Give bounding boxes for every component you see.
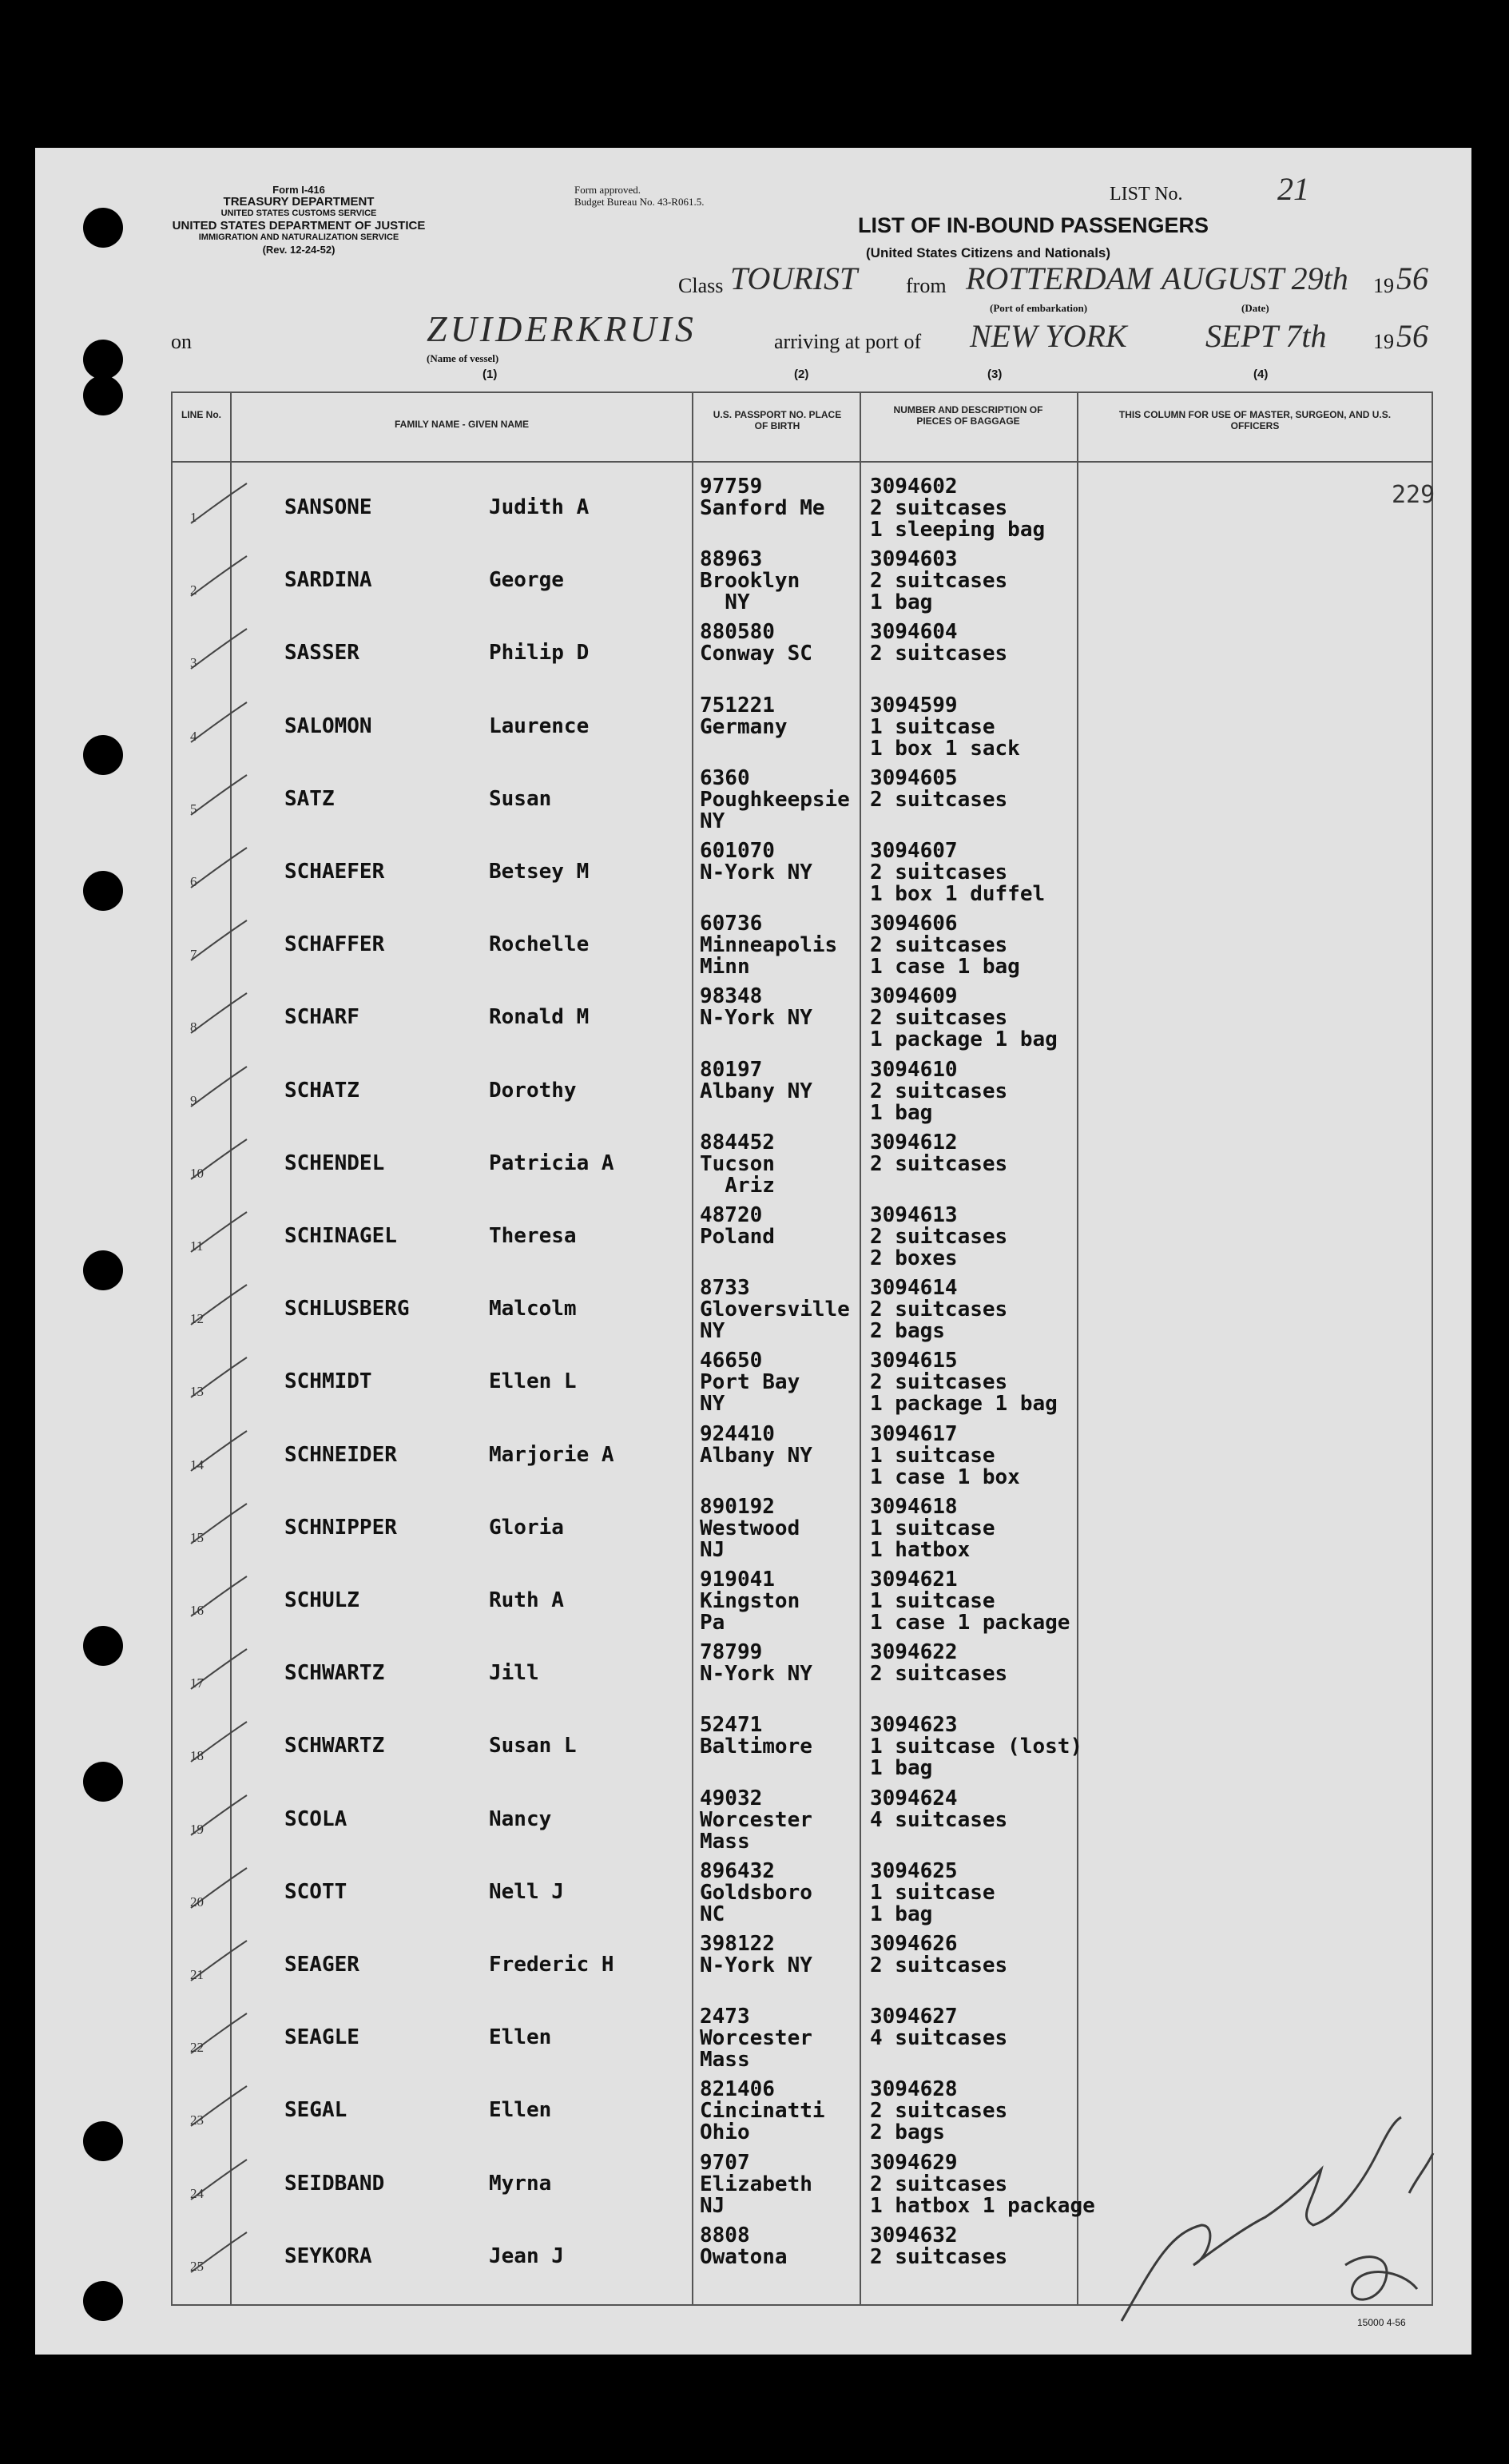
baggage-description: 3094612 2 suitcases	[870, 1130, 1008, 1176]
passport-birthplace: 8808 Owatona	[700, 2223, 788, 2269]
given-name: Gloria	[489, 1515, 564, 1540]
passport-birthplace: 890192 Westwood NJ	[700, 1494, 800, 1562]
officer-note: 229	[1392, 481, 1436, 509]
family-name: SCHWARTZ	[284, 1661, 385, 1686]
form-revision: (Rev. 12-24-52)	[262, 244, 336, 256]
family-name: SEAGLE	[284, 2025, 359, 2050]
given-name: Patricia A	[489, 1151, 614, 1175]
family-name: SASSER	[284, 641, 359, 666]
passport-birthplace: 880580 Conway SC	[700, 620, 812, 666]
line-number: 24	[190, 2185, 204, 2201]
passport-birthplace: 821406 Cincinatti Ohio	[700, 2077, 825, 2145]
line-number: 13	[190, 1384, 204, 1400]
family-name: SARDINA	[284, 568, 372, 593]
family-name: SCHATZ	[284, 1078, 359, 1103]
given-name: Nancy	[489, 1806, 552, 1831]
header-name: FAMILY NAME - GIVEN NAME	[394, 419, 530, 430]
given-name: Nell J	[489, 1879, 564, 1904]
baggage-description: 3094603 2 suitcases 1 bag	[870, 547, 1008, 615]
line-number: 20	[190, 1894, 204, 1910]
line-number: 8	[190, 1019, 197, 1035]
family-name: SCHWARTZ	[284, 1734, 385, 1759]
baggage-description: 3094607 2 suitcases 1 box 1 duffel	[870, 839, 1046, 906]
baggage-description: 3094617 1 suitcase 1 case 1 box	[870, 1421, 1020, 1489]
given-name: Ronald M	[489, 1005, 590, 1030]
line-number: 1	[190, 510, 197, 525]
family-name: SCOLA	[284, 1806, 347, 1831]
baggage-description: 3094622 2 suitcases	[870, 1640, 1008, 1687]
passport-birthplace: 601070 N-York NY	[700, 839, 812, 884]
table-row	[173, 1631, 1432, 1703]
punch-hole	[83, 2281, 123, 2321]
family-name: SCHNIPPER	[284, 1515, 397, 1540]
family-name: SCHULZ	[284, 1588, 359, 1612]
table-row	[173, 757, 1432, 833]
list-no-label: LIST No.	[1110, 184, 1183, 205]
justice-dept: UNITED STATES DEPARTMENT OF JUSTICE	[172, 219, 426, 232]
form-subtitle: (United States Citizens and Nationals)	[866, 245, 1111, 260]
family-name: SCOTT	[284, 1879, 347, 1904]
passport-birthplace: 78799 N-York NY	[700, 1640, 812, 1687]
family-name: SCHENDEL	[284, 1151, 385, 1175]
header-baggage: NUMBER AND DESCRIPTION OF PIECES OF BAGGAGE	[893, 404, 1043, 427]
vessel-caption: (Name of vessel)	[427, 352, 499, 364]
baggage-description: 3094624 4 suitcases	[870, 1786, 1008, 1832]
vessel-name: ZUIDERKRUIS	[427, 308, 697, 349]
family-name: SANSONE	[284, 495, 372, 519]
arrival-year-prefix: 19	[1373, 330, 1394, 353]
given-name: Susan	[489, 786, 552, 811]
passport-birthplace: 398122 N-York NY	[700, 1932, 812, 1977]
line-number: 10	[190, 1165, 204, 1181]
punch-hole	[83, 735, 123, 775]
table-row	[173, 1777, 1432, 1854]
passport-birthplace: 60736 Minneapolis Minn	[700, 912, 838, 980]
col-num-4: (4)	[1253, 368, 1269, 381]
family-name: SCHAFFER	[284, 932, 385, 957]
line-number: 17	[190, 1675, 204, 1691]
family-name: SATZ	[284, 786, 335, 811]
form-agency-block	[131, 184, 467, 256]
line-number: 2	[190, 582, 197, 598]
baggage-description: 3094629 2 suitcases 1 hatbox 1 package	[870, 2150, 1095, 2218]
table-row	[173, 1703, 1432, 1781]
arrival-port: NEW YORK	[970, 318, 1127, 354]
baggage-description: 3094610 2 suitcases 1 bag	[870, 1057, 1008, 1125]
given-name: Rochelle	[489, 932, 590, 957]
line-number: 18	[190, 1748, 204, 1764]
family-name: SCHAEFER	[284, 860, 385, 884]
form-number: Form I-416	[272, 184, 325, 196]
from-year-prefix: 19	[1373, 274, 1394, 297]
given-name: Laurence	[489, 713, 590, 738]
line-number: 16	[190, 1603, 204, 1618]
passport-birthplace: 46650 Port Bay NY	[700, 1349, 800, 1417]
family-name: SEIDBAND	[284, 2171, 385, 2196]
embarkation-port: ROTTERDAM	[966, 260, 1153, 296]
table-row	[173, 1121, 1432, 1198]
arrival-date: SEPT 7th	[1205, 318, 1327, 354]
form-footer: 15000 4-56	[1357, 2317, 1406, 2328]
baggage-description: 3094625 1 suitcase 1 bag	[870, 1858, 995, 1926]
embark-caption: (Port of embarkation)	[990, 302, 1088, 314]
punch-hole	[83, 1626, 123, 1666]
form-title: LIST OF IN-BOUND PASSENGERS	[858, 213, 1209, 237]
given-name: Ruth A	[489, 1588, 564, 1612]
family-name: SCHLUSBERG	[284, 1297, 410, 1321]
class-value: TOURIST	[730, 260, 858, 296]
family-name: SEAGER	[284, 1953, 359, 1977]
passenger-table	[171, 391, 1436, 2306]
given-name: Dorothy	[489, 1078, 577, 1103]
line-number: 5	[190, 801, 197, 817]
form-approved: Form approved.	[574, 184, 641, 196]
baggage-description: 3094609 2 suitcases 1 package 1 bag	[870, 984, 1058, 1052]
line-number: 22	[190, 2040, 204, 2056]
passport-birthplace: 49032 Worcester Mass	[700, 1786, 812, 1854]
baggage-description: 3094615 2 suitcases 1 package 1 bag	[870, 1349, 1058, 1417]
line-number: 3	[190, 655, 197, 671]
given-name: Theresa	[489, 1224, 577, 1248]
passport-birthplace: 896432 Goldsboro NC	[700, 1858, 812, 1926]
col-num-3: (3)	[987, 368, 1003, 381]
family-name: SALOMON	[284, 713, 372, 738]
punch-hole	[83, 2121, 123, 2161]
baggage-description: 3094628 2 suitcases 2 bags	[870, 2077, 1008, 2145]
date-caption: (Date)	[1241, 302, 1269, 314]
given-name: Ellen	[489, 2098, 552, 2123]
passport-birthplace: 97759 Sanford Me	[700, 475, 825, 520]
family-name: SEYKORA	[284, 2243, 372, 2268]
inspector-signature	[1106, 2105, 1441, 2337]
passport-birthplace: 98348 N-York NY	[700, 984, 812, 1031]
table-row	[173, 902, 1432, 980]
given-name: Ellen	[489, 2025, 552, 2050]
line-number: 25	[190, 2258, 204, 2274]
line-number: 21	[190, 1967, 204, 1982]
budget-bureau: Budget Bureau No. 43-R061.5.	[574, 196, 705, 208]
given-name: Myrna	[489, 2171, 552, 2196]
customs-service: UNITED STATES CUSTOMS SERVICE	[220, 209, 377, 218]
given-name: Jill	[489, 1661, 539, 1686]
header-divider	[173, 461, 1432, 463]
baggage-description: 3094606 2 suitcases 1 case 1 bag	[870, 912, 1020, 980]
given-name: Marjorie A	[489, 1442, 614, 1467]
line-number: 15	[190, 1529, 204, 1545]
table-row	[173, 1850, 1432, 1926]
table-row	[173, 1995, 1432, 2073]
table-row	[173, 1485, 1432, 1562]
from-label: from	[906, 274, 947, 297]
line-number: 4	[190, 728, 197, 744]
embarkation-year: 56	[1396, 260, 1428, 296]
given-name: Judith A	[489, 495, 590, 519]
table-row	[173, 1558, 1432, 1635]
line-number: 9	[190, 1092, 197, 1108]
line-number: 7	[190, 947, 197, 963]
table-row	[173, 465, 1432, 542]
form-approval	[574, 184, 704, 208]
header-officers: THIS COLUMN FOR USE OF MASTER, SURGEON, AND U.S. OFFICERS	[1118, 409, 1392, 431]
header-line-no: LINE No.	[181, 409, 221, 420]
family-name: SCHMIDT	[284, 1369, 372, 1394]
punch-hole	[83, 340, 123, 380]
given-name: Malcolm	[489, 1297, 577, 1321]
passport-birthplace: 9707 Elizabeth NJ	[700, 2150, 812, 2218]
baggage-description: 3094605 2 suitcases	[870, 765, 1008, 812]
baggage-description: 3094626 2 suitcases	[870, 1932, 1008, 1977]
on-label: on	[171, 330, 192, 353]
baggage-description: 3094632 2 suitcases	[870, 2223, 1008, 2269]
arriving-label: arriving at port of	[774, 330, 922, 353]
passport-birthplace: 924410 Albany NY	[700, 1421, 812, 1468]
given-name: Susan L	[489, 1734, 577, 1759]
baggage-description: 3094623 1 suitcase (lost) 1 bag	[870, 1713, 1083, 1781]
baggage-description: 3094627 4 suitcases	[870, 2005, 1008, 2051]
table-row	[173, 538, 1432, 615]
list-no-value: 21	[1277, 171, 1309, 207]
table-row	[173, 610, 1432, 682]
given-name: Jean J	[489, 2243, 564, 2268]
passport-birthplace: 884452 Tucson Ariz	[700, 1130, 775, 1198]
line-number: 11	[190, 1238, 204, 1254]
arrival-year: 56	[1396, 318, 1428, 354]
manifest-page	[35, 148, 1471, 2355]
col-num-2: (2)	[794, 368, 809, 381]
passport-birthplace: 919041 Kingston Pa	[700, 1568, 800, 1635]
punch-hole	[83, 871, 123, 911]
table-row	[173, 975, 1432, 1052]
immigration-service: IMMIGRATION AND NATURALIZATION SERVICE	[198, 232, 399, 242]
table-row	[173, 1266, 1432, 1344]
table-row	[173, 829, 1432, 906]
punch-hole	[83, 208, 123, 248]
baggage-description: 3094614 2 suitcases 2 bags	[870, 1276, 1008, 1344]
passport-birthplace: 6360 Poughkeepsie NY	[700, 765, 850, 833]
family-name: SCHNEIDER	[284, 1442, 397, 1467]
treasury-dept: TREASURY DEPARTMENT	[223, 195, 375, 209]
passport-birthplace: 48720 Poland	[700, 1203, 775, 1249]
given-name: Betsey M	[489, 860, 590, 884]
line-number: 12	[190, 1311, 204, 1327]
passport-birthplace: 88963 Brooklyn NY	[700, 547, 800, 615]
baggage-description: 3094604 2 suitcases	[870, 620, 1008, 666]
punch-hole	[83, 1762, 123, 1802]
table-row	[173, 1194, 1432, 1270]
passport-birthplace: 751221 Germany	[700, 693, 788, 739]
embarkation-date: AUGUST 29th	[1162, 260, 1348, 296]
baggage-description: 3094613 2 suitcases 2 boxes	[870, 1203, 1008, 1270]
table-row	[173, 1339, 1432, 1417]
table-row	[173, 1413, 1432, 1489]
given-name: Frederic H	[489, 1953, 614, 1977]
table-row	[173, 1048, 1432, 1125]
line-number: 14	[190, 1457, 204, 1472]
passport-birthplace: 52471 Baltimore	[700, 1713, 812, 1759]
passport-birthplace: 80197 Albany NY	[700, 1057, 812, 1103]
family-name: SCHINAGEL	[284, 1224, 397, 1248]
line-number: 19	[190, 1821, 204, 1837]
baggage-description: 3094621 1 suitcase 1 case 1 package	[870, 1568, 1070, 1635]
given-name: Ellen L	[489, 1369, 577, 1394]
table-row	[173, 684, 1432, 761]
line-number: 6	[190, 874, 197, 889]
punch-hole	[83, 1250, 123, 1290]
class-label: Class	[678, 274, 724, 297]
punch-hole	[83, 376, 123, 415]
baggage-description: 3094602 2 suitcases 1 sleeping bag	[870, 475, 1046, 542]
given-name: Philip D	[489, 641, 590, 666]
table-row	[173, 1922, 1432, 1994]
passport-birthplace: 2473 Worcester Mass	[700, 2005, 812, 2073]
col-num-1: (1)	[482, 368, 498, 381]
header-passport: U.S. PASSPORT NO. PLACE OF BIRTH	[713, 409, 842, 431]
family-name: SCHARF	[284, 1005, 359, 1030]
baggage-description: 3094618 1 suitcase 1 hatbox	[870, 1494, 995, 1562]
family-name: SEGAL	[284, 2098, 347, 2123]
passport-birthplace: 8733 Gloversville NY	[700, 1276, 850, 1344]
given-name: George	[489, 568, 564, 593]
baggage-description: 3094599 1 suitcase 1 box 1 sack	[870, 693, 1020, 761]
line-number: 23	[190, 2112, 204, 2128]
